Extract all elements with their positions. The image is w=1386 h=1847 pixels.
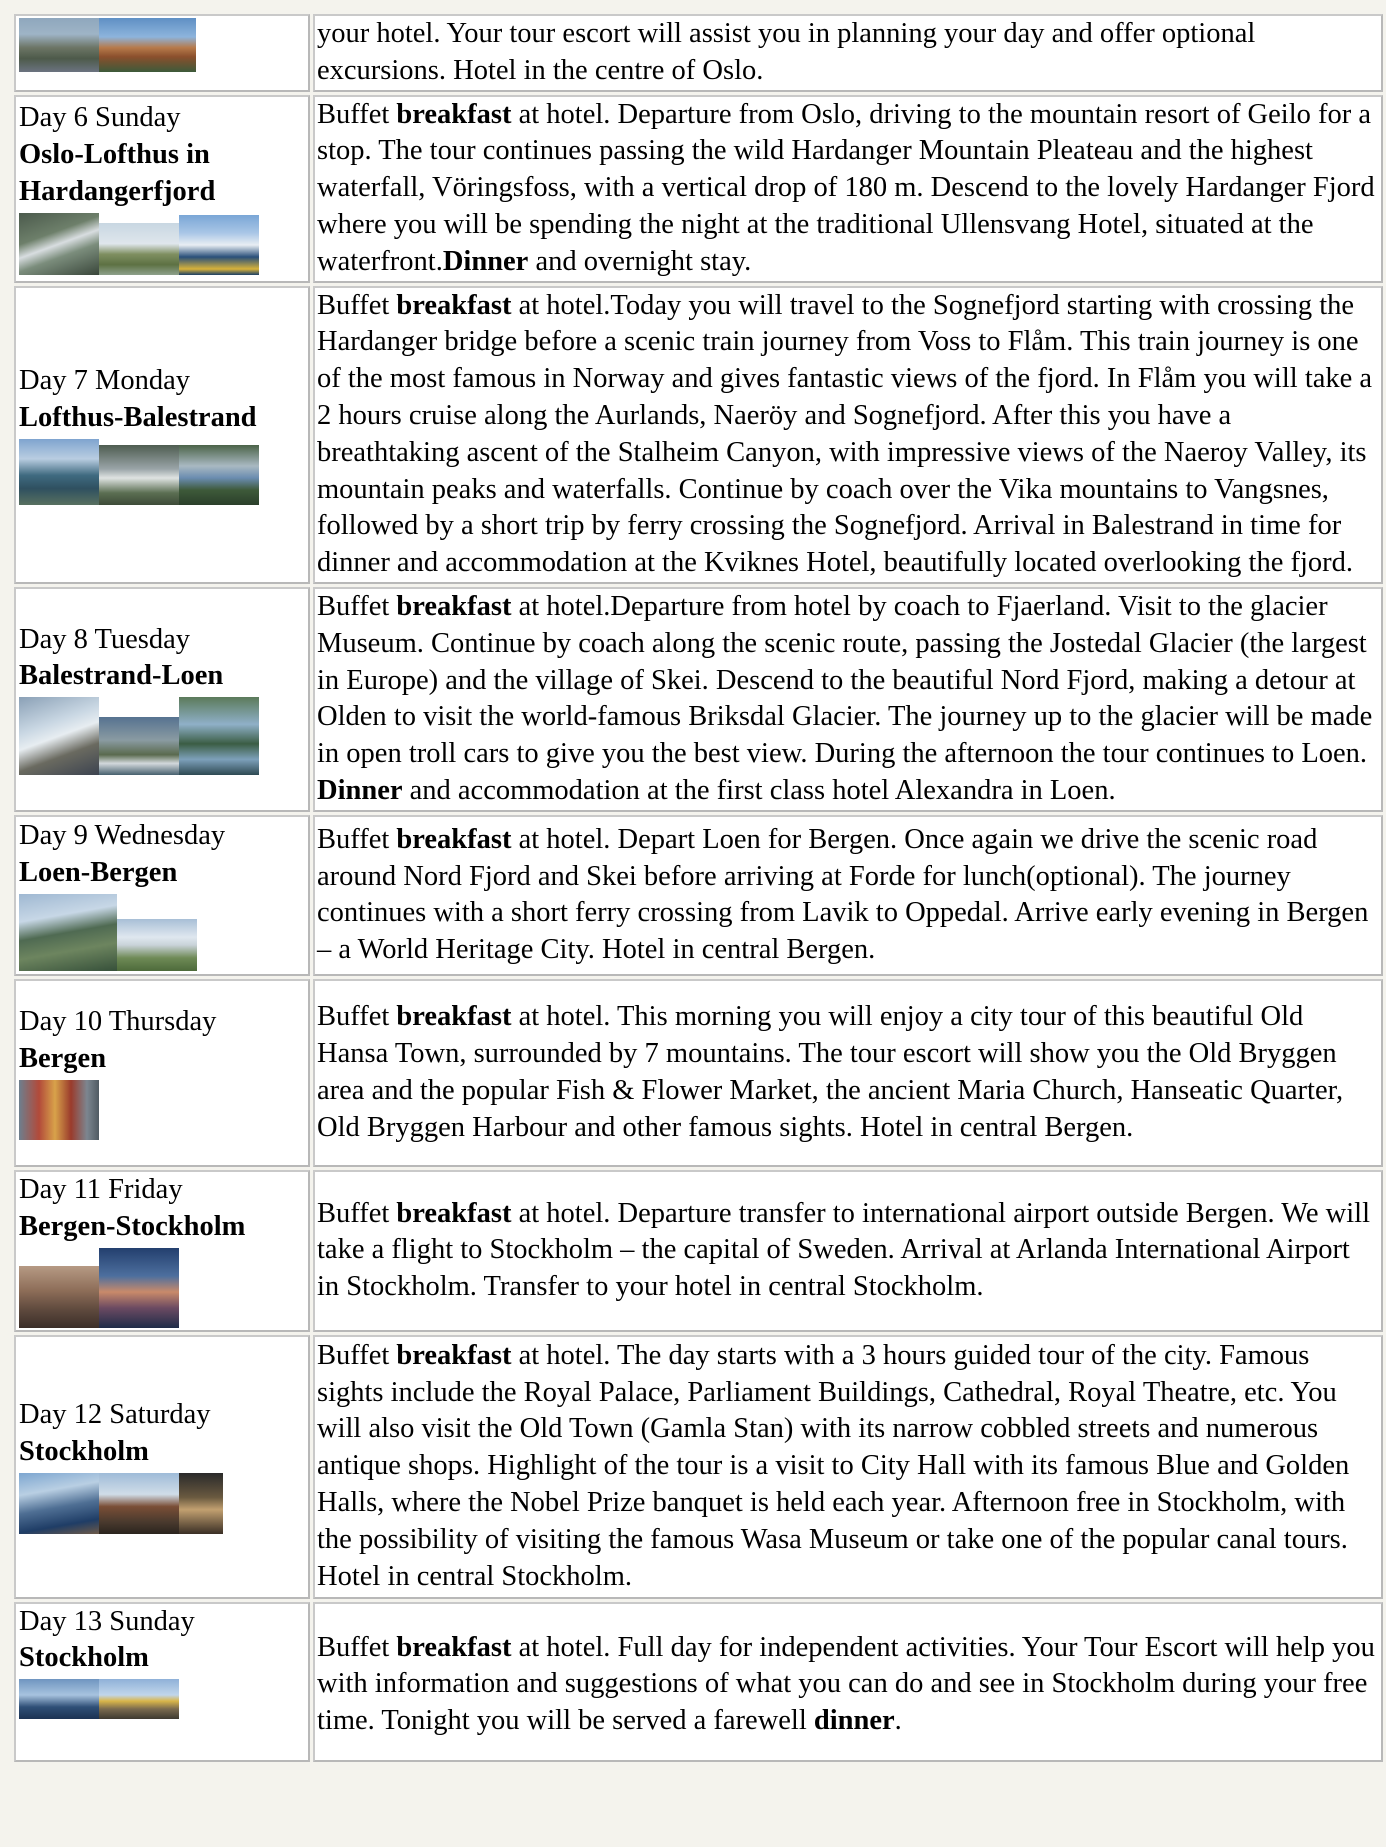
sognefjord-photo <box>19 439 99 505</box>
day-label: Day 6 Sunday <box>19 102 181 134</box>
itinerary-table <box>11 11 1386 1765</box>
day-cell <box>14 95 310 283</box>
day-description: Buffet breakfast at hotel.Today you will travel to the Sognefjord starting with crossing the Hardanger bridge before a scenic train journey from Voss to Flåm. This train journey is one of the most famous in Norway and gives fantastic views of the fjord. In Flåm you will take a 2 hours cruise along the Aurlands, Naeröy and Sognefjord. After this you have a breathtaking ascent of the Stalheim Canyon, with impressive views of the Naeroy Valley, its mountain peaks and waterfalls. Continue by coach over the Vika mountains to Vangsnes, followed by a short trip by ferry crossing the Sognefjord. Arrival in Balestrand in time for dinner and accommodation at the Kviknes Hotel, beautifully located overlooking the fjord. <box>317 289 1373 579</box>
day-cell <box>14 587 310 812</box>
photo-strip <box>19 1248 304 1328</box>
photo-strip <box>19 1080 304 1140</box>
day-cell <box>14 815 310 976</box>
waterfall-photo <box>19 213 99 275</box>
route-label: Lofthus-Balestrand <box>19 401 257 433</box>
day-description: your hotel. Your tour escort will assist you in planning your day and offer optional excursions. Hotel in the centre of Oslo. <box>317 18 1256 86</box>
description-cell <box>313 815 1383 976</box>
itinerary-row-day10 <box>14 979 1383 1167</box>
day-description: Buffet breakfast at hotel. The day starts with a 3 hours guided tour of the city. Famous sights include the Royal Palace, Parliament Buildings, Cathedral, Royal Theatre, etc. You will also visit the Old Town (Gamla Stan) with its narrow cobbled streets and numerous antique shops. Highlight of the tour is a visit to City Hall with its famous Blue and Golden Halls, where the Nobel Prize banquet is held each year. Afternoon free in Stockholm, with the possibility of visiting the famous Wasa Museum or take one of the popular canal tours. Hotel in central Stockholm. <box>317 1339 1350 1592</box>
itinerary-row-day7 <box>14 286 1383 584</box>
day-cell <box>14 1335 310 1599</box>
naeroy-valley-photo <box>179 445 259 505</box>
itinerary-row-day8 <box>14 587 1383 812</box>
glacier-photo <box>19 697 99 775</box>
day-cell <box>14 1170 310 1332</box>
hardanger-fjord-photo <box>179 215 259 275</box>
day-cell <box>14 1602 310 1762</box>
itinerary-row-day13 <box>14 1602 1383 1762</box>
bergen-street-photo <box>19 1266 99 1328</box>
day-description: Buffet breakfast at hotel. Departure from Oslo, driving to the mountain resort of Geilo for a stop. The tour continues passing the wild Hardanger Mountain Pleateau and the highest waterfall, Vöringsfoss, with a vertical drop of 180 m. Descend to the lovely Hardanger Fjord where you will be spending the night at the traditional Ullensvang Hotel, situated at the waterfront.Dinner and overnight stay. <box>317 98 1375 277</box>
photo-strip <box>19 213 304 275</box>
day-description: Buffet breakfast at hotel. Departure transfer to international airport outside Bergen. We will take a flight to Stockholm – the capital of Sweden. Arrival at Arlanda International Airport in Stockholm. Transfer to your hotel in central Stockholm. <box>317 1197 1370 1303</box>
day-label: Day 8 Tuesday <box>19 623 191 655</box>
route-label: Stockholm <box>19 1436 149 1468</box>
route-label: Loen-Bergen <box>19 856 178 888</box>
stockholm-skyline-photo <box>99 1679 179 1719</box>
flam-railway-photo <box>99 445 179 505</box>
day-description: Buffet breakfast at hotel. Full day for independent activities. Your Tour Escort will help you with information and suggestions of what you can do and see in Stockholm during your free time. Tonight you will be served a farewell dinner. <box>317 1631 1375 1737</box>
stockholm-waterfront-photo <box>19 1679 99 1719</box>
day-description: Buffet breakfast at hotel. This morning you will enjoy a city tour of this beautiful Old Hansa Town, surrounded by 7 mountains. The tour escort will show you the Old Bryggen area and the popular Fish & Flower Market, the ancient Maria Church, Hanseatic Quarter, Old Bryggen Harbour and other famous sights. Hotel in central Bergen. <box>317 1001 1344 1143</box>
day-cell <box>14 979 310 1167</box>
description-cell <box>313 95 1383 283</box>
route-label: Stockholm <box>19 1642 149 1674</box>
stockholm-tower-photo <box>99 1248 179 1328</box>
route-label: Bergen-Stockholm <box>19 1210 246 1242</box>
itinerary-row-day9 <box>14 815 1383 976</box>
itinerary-row-day11 <box>14 1170 1383 1332</box>
stockholm-harbour-photo <box>19 1473 99 1534</box>
geiranger-fjord-photo <box>19 894 117 971</box>
day-label: Day 9 Wednesday <box>19 820 226 852</box>
day-description: Buffet breakfast at hotel.Departure from hotel by coach to Fjaerland. Visit to the glacier Museum. Continue by coach along the scenic route, passing the Jostedal Glacier (the largest in Europe) and the village of Skei. Descend to the beautiful Nord Fjord, making a detour at Olden to visit the world-famous Briksdal Glacier. The journey up to the glacier will be made in open troll cars to give you the best view. During the afternoon the tour continues to Loen. Dinner and accommodation at the first class hotel Alexandra in Loen. <box>317 591 1373 807</box>
day-label: Day 13 Sunday <box>19 1605 195 1637</box>
description-cell <box>313 14 1383 92</box>
route-label: Oslo-Lofthus in Hardangerfjord <box>19 139 216 207</box>
day-description: Buffet breakfast at hotel. Depart Loen for Bergen. Once again we drive the scenic road around Nord Fjord and Skei before arriving at Forde for lunch(optional). The journey continues with a short ferry crossing from Lavik to Oppedal. Arrive early evening in Bergen – a World Heritage City. Hotel in central Bergen. <box>317 823 1369 966</box>
photo-strip <box>19 697 304 775</box>
photo-strip <box>19 18 304 72</box>
loen-village-photo <box>99 717 179 775</box>
golden-hall-photo <box>179 1473 223 1534</box>
itinerary-row-day5 <box>14 14 1383 92</box>
photo-strip <box>19 439 304 505</box>
plateau-photo <box>99 223 179 275</box>
photo-strip <box>19 1473 304 1534</box>
oslo-city-photo <box>19 18 99 72</box>
day-cell <box>14 286 310 584</box>
photo-strip <box>19 894 304 971</box>
description-cell <box>313 979 1383 1167</box>
description-cell <box>313 587 1383 812</box>
bryggen-photo <box>19 1080 99 1140</box>
route-label: Balestrand-Loen <box>19 660 224 692</box>
description-cell <box>313 1335 1383 1599</box>
day-label: Day 12 Saturday <box>19 1399 211 1431</box>
route-label: Bergen <box>19 1042 107 1074</box>
description-cell <box>313 1602 1383 1762</box>
itinerary-row-day12 <box>14 1335 1383 1599</box>
itinerary-row-day6 <box>14 95 1383 283</box>
lake-valley-photo <box>117 919 197 971</box>
day-label: Day 11 Friday <box>19 1173 183 1205</box>
description-cell <box>313 1170 1383 1332</box>
nord-fjord-photo <box>179 697 259 775</box>
photo-strip <box>19 1679 304 1719</box>
day-label: Day 7 Monday <box>19 364 190 396</box>
akershus-fortress-photo <box>99 18 196 72</box>
day-cell <box>14 14 310 92</box>
city-hall-photo <box>99 1473 179 1534</box>
description-cell <box>313 286 1383 584</box>
day-label: Day 10 Thursday <box>19 1006 217 1038</box>
